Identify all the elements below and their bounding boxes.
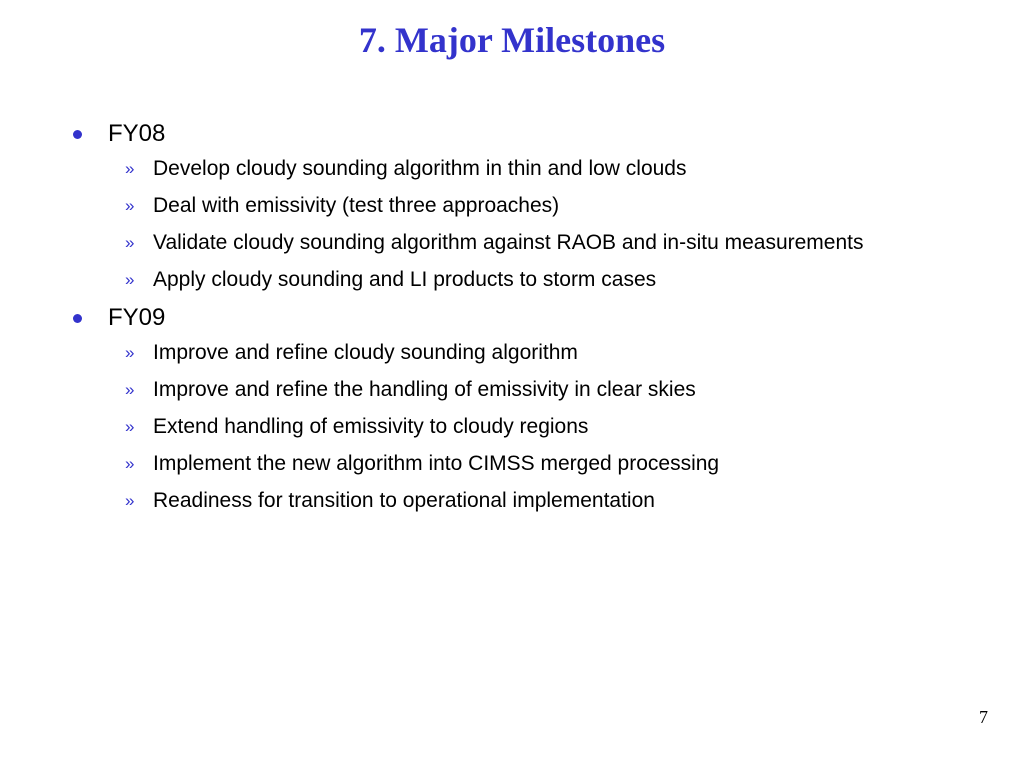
bullet-dot-icon [73, 314, 82, 323]
milestone-list-fy08 [70, 154, 950, 295]
section-heading-label: FY09 [108, 304, 166, 331]
double-chevron-icon: » [125, 233, 135, 252]
list-item [70, 338, 950, 368]
section-heading [70, 302, 950, 334]
slide-title: 7. Major Milestones [358, 20, 666, 60]
list-item-text: Improve and refine the handling of emissivity in clear skies [153, 378, 696, 401]
list-item-text: Apply cloudy sounding and LI products to storm cases [153, 268, 657, 291]
list-item [70, 449, 950, 479]
list-item [70, 154, 950, 184]
double-chevron-icon: » [125, 196, 135, 215]
list-item-text: Readiness for transition to operational implementation [153, 489, 655, 512]
milestone-content [70, 118, 950, 523]
bullet-dot-icon [73, 130, 82, 139]
double-chevron-icon: » [125, 343, 135, 362]
section-heading [70, 118, 950, 150]
list-item-text: Extend handling of emissivity to cloudy regions [153, 415, 589, 438]
list-item [70, 228, 950, 258]
section-fy09 [70, 302, 950, 516]
list-item-text: Implement the new algorithm into CIMSS merged processing [153, 452, 720, 475]
milestone-list-fy09 [70, 338, 950, 516]
double-chevron-icon: » [125, 380, 135, 399]
page-number: 7 [979, 707, 988, 727]
list-item-text: Validate cloudy sounding algorithm against RAOB and in-situ measurements [153, 231, 864, 254]
double-chevron-icon: » [125, 270, 135, 289]
list-item [70, 412, 950, 442]
double-chevron-icon: » [125, 159, 135, 178]
list-item [70, 265, 950, 295]
list-item [70, 486, 950, 516]
double-chevron-icon: » [125, 454, 135, 473]
section-fy08 [70, 118, 950, 295]
double-chevron-icon: » [125, 417, 135, 436]
list-item [70, 375, 950, 405]
double-chevron-icon: » [125, 491, 135, 510]
list-item-text: Improve and refine cloudy sounding algorithm [153, 341, 578, 364]
list-item-text: Develop cloudy sounding algorithm in thin and low clouds [153, 157, 687, 180]
list-item-text: Deal with emissivity (test three approaches) [153, 194, 560, 217]
section-heading-label: FY08 [108, 120, 166, 147]
list-item [70, 191, 950, 221]
